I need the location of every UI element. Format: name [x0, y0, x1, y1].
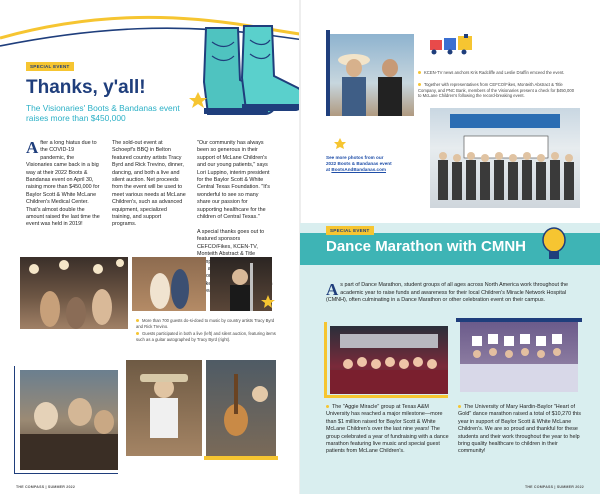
right-footer: THE COMPASS | SUMMER 2022	[524, 485, 584, 489]
gold-star-icon-2	[334, 138, 346, 150]
auctioneer-photo	[126, 360, 202, 456]
navy-bar-accent	[326, 30, 330, 116]
article-column-3: "Our community has always been so generous in their support of McLane Children's and our young patients," says Lori Luppino, interim president for the Baylor Scott & White Central Texas Foundation. "It's wonderful to see so many share our passion for supporting healthcare for the children of Central Texas." A special thanks goes out to featured sponsors CEFCO/Fikes, KCEN-TV, Monteith Abstract & Title great	[197, 140, 270, 295]
article-column-1	[26, 140, 100, 229]
drop-cap: A	[26, 138, 39, 157]
section-intro: As part of Dance Marathon, student groups of all ages across North America work throughout the academic year to raise funds and awareness for their local Children's Miracle Network Hospital (CMNH), often culminating in a Dance Marathon or other celebration event on their campus.	[326, 280, 569, 304]
heart-of-gold-photo	[460, 322, 578, 392]
section-title: Dance Marathon with CMNH	[326, 238, 527, 255]
heart-of-gold-caption: The University of Mary Hardin-Baylor "Heart of Gold" dance marathon raised a total of $10,270 this year in support of Baylor Scott & White McLane Children's. We are so proud and thankful for these students and their work throughout the year to help bring quality healthcare to children in their community!	[458, 404, 581, 455]
gold-frame-accent	[324, 322, 448, 398]
couple-dancing-photo	[132, 257, 206, 311]
left-caption-1: More than 700 guests do-si-doed to music by country artists Tracy Byrd and Rick Trevino.	[136, 318, 275, 329]
left-footer: THE COMPASS | SUMMER 2022	[16, 485, 76, 489]
toy-train-icon	[428, 34, 478, 56]
page-title: Thanks, y'all!	[26, 77, 146, 98]
special-event-tag-2: SPECIAL EVENT	[326, 226, 374, 235]
drop-cap-2: A	[326, 280, 339, 299]
dancing-crowd-photo	[20, 257, 128, 329]
left-caption-2: Guests participated in both a live (left) and silent auction, featuring items such as a guitar autographed by Tracy Byrd (right).	[136, 331, 276, 342]
cowboy-boots-illustration	[186, 22, 306, 132]
lightbulb-icon	[540, 226, 568, 264]
gold-bar-accent	[204, 456, 278, 460]
photo-frame-accent	[14, 366, 118, 474]
guitar-item-photo	[206, 360, 276, 456]
news-anchors-photo	[330, 34, 414, 116]
more-photos-note: See more photos from our 2022 Boots & Bandanas event at BootsAndBandanas.com	[326, 155, 392, 172]
article-column-2: The sold-out event at Schoepf's BBQ in Belton featured country artists Tracy Byrd and Rick Trevino, dinner, dancing, and both a live and silent auction. Net proceeds from the event will be used to meet various needs at McLane Children's, such as advanced equipment, specialized training, and support programs.	[112, 140, 186, 228]
right-caption-1: KCEN-TV news anchors Kris Radcliffe and Leslie Draffin emceed the event.	[418, 70, 578, 76]
column-1-text: fter a long hiatus due to the COVID-19 pandemic, the Visionaries came back in a big way at their 2022 Boots & Bandanas event on April 30, raising more than $450,000 for Baylor Scott & White McLane Children's Medical Center. That's almost double the amount raised the last time the event was held in 2019!	[26, 140, 100, 228]
right-caption-2: Together with representatives from CEFCO/Fikes, Monteith Abstract & Title Company, and PNC Bank, members of the Visionaries present a check for $450,000 to McLane Children's following the record-breaking event.	[418, 82, 575, 99]
navy-frame-accent	[456, 318, 582, 322]
gold-star-icon	[261, 295, 275, 309]
check-presentation-photo	[430, 108, 580, 208]
event-website-link[interactable]: BootsAndBandanas.com	[331, 167, 386, 172]
special-event-tag: SPECIAL EVENT	[26, 62, 74, 71]
page-subtitle: The Visionaries' Boots & Bandanas event raises more than $450,000	[26, 103, 180, 123]
aggie-caption: The "Aggie Miracle" group at Texas A&M University has reached a major milestone—more than $1 million raised for Baylor Scott & White McLane Children's over the last nine years! The group celebrated a year of fundraising with a dance marathon featuring live music and special guest patients from McLane Children's.	[326, 404, 449, 455]
